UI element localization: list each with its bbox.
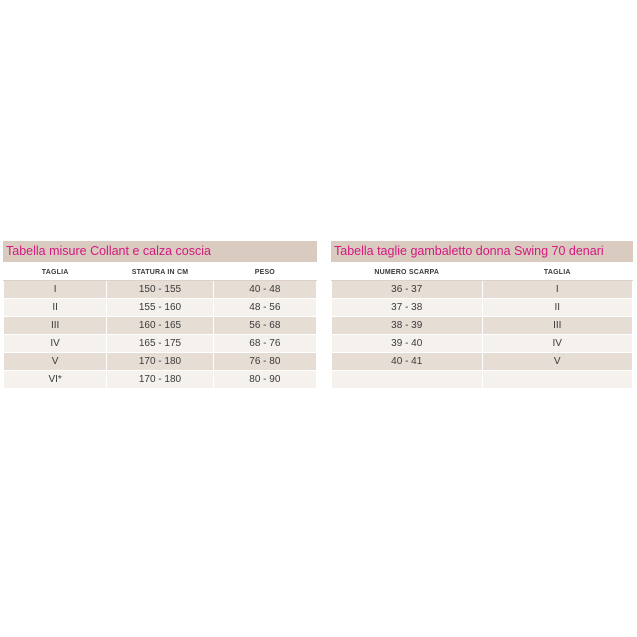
cell-statura: 160 - 165 xyxy=(107,317,213,335)
cell-taglia: IV xyxy=(482,335,633,353)
cell-taglia: III xyxy=(4,317,107,335)
cell-peso: 56 - 68 xyxy=(213,317,316,335)
cell-taglia: V xyxy=(4,353,107,371)
table-row xyxy=(4,335,317,353)
cell-numero-scarpa: 38 - 39 xyxy=(332,317,483,335)
size-table-gambaletto xyxy=(331,241,633,389)
cell-numero-scarpa: 37 - 38 xyxy=(332,299,483,317)
table-row xyxy=(4,317,317,335)
cell-taglia xyxy=(482,371,633,389)
cell-peso: 80 - 90 xyxy=(213,371,316,389)
table-row xyxy=(332,299,633,317)
column-header-numero-scarpa: NUMERO SCARPA xyxy=(332,264,483,281)
table-row xyxy=(332,335,633,353)
cell-taglia: I xyxy=(4,281,107,299)
table-title: Tabella taglie gambaletto donna Swing 70 denari xyxy=(331,241,633,262)
table-row xyxy=(332,371,633,389)
cell-statura: 170 - 180 xyxy=(107,353,213,371)
table-row xyxy=(4,353,317,371)
cell-taglia: II xyxy=(4,299,107,317)
table-row xyxy=(4,281,317,299)
cell-taglia: II xyxy=(482,299,633,317)
column-header-taglia: TAGLIA xyxy=(4,264,107,281)
cell-peso: 40 - 48 xyxy=(213,281,316,299)
column-header-statura: STATURA IN CM xyxy=(107,264,213,281)
table-title: Tabella misure Collant e calza coscia xyxy=(3,241,317,262)
size-grid xyxy=(331,264,633,389)
table-row xyxy=(332,353,633,371)
cell-taglia: V xyxy=(482,353,633,371)
cell-statura: 150 - 155 xyxy=(107,281,213,299)
table-row xyxy=(4,371,317,389)
cell-peso: 48 - 56 xyxy=(213,299,316,317)
cell-taglia: VI* xyxy=(4,371,107,389)
cell-peso: 76 - 80 xyxy=(213,353,316,371)
header-row xyxy=(4,264,317,281)
table-row xyxy=(332,281,633,299)
size-table-collant xyxy=(3,241,317,389)
cell-numero-scarpa: 40 - 41 xyxy=(332,353,483,371)
column-header-taglia: TAGLIA xyxy=(482,264,633,281)
cell-peso: 68 - 76 xyxy=(213,335,316,353)
cell-taglia: III xyxy=(482,317,633,335)
cell-taglia: I xyxy=(482,281,633,299)
table-row xyxy=(332,317,633,335)
header-row xyxy=(332,264,633,281)
table-row xyxy=(4,299,317,317)
column-header-peso: PESO xyxy=(213,264,316,281)
cell-statura: 165 - 175 xyxy=(107,335,213,353)
cell-numero-scarpa xyxy=(332,371,483,389)
cell-statura: 155 - 160 xyxy=(107,299,213,317)
cell-statura: 170 - 180 xyxy=(107,371,213,389)
cell-numero-scarpa: 36 - 37 xyxy=(332,281,483,299)
cell-taglia: IV xyxy=(4,335,107,353)
cell-numero-scarpa: 39 - 40 xyxy=(332,335,483,353)
size-grid xyxy=(3,264,317,389)
